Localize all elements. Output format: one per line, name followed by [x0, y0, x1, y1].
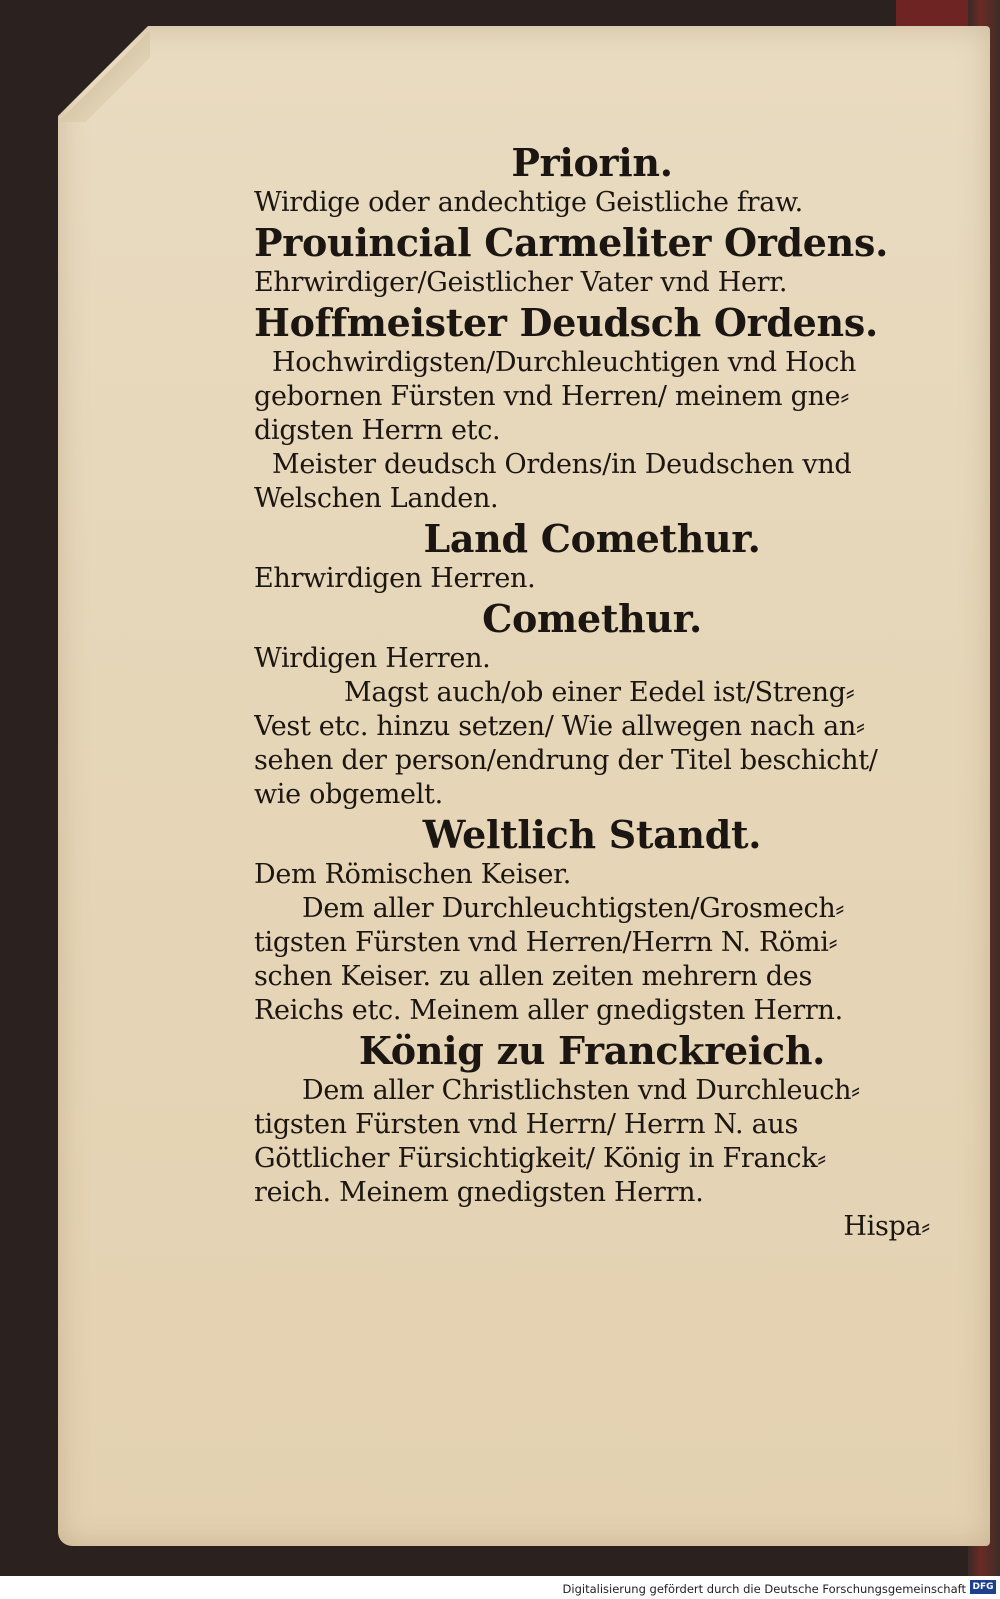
section-heading: Priorin.	[511, 140, 673, 185]
text-line: sehen der person/endrung der Titel beschicht/	[254, 745, 878, 776]
text-line: Wirdigen Herren.	[254, 643, 491, 674]
section-heading: Comethur.	[482, 596, 702, 641]
text-line: Wirdige oder andechtige Geistliche fraw.	[254, 187, 803, 218]
text-line: Reichs etc. Meinem aller gnedigsten Herrn.	[254, 995, 843, 1026]
text-line: tigsten Fürsten vnd Herrn/ Herrn N. aus	[254, 1109, 799, 1140]
text-line: reich. Meinem gnedigsten Herrn.	[254, 1177, 704, 1208]
text-line: Dem Römischen Keiser.	[254, 859, 572, 890]
section-heading: Land Comethur.	[423, 516, 761, 561]
section-heading: Prouincial Carmeliter Ordens.	[254, 220, 889, 265]
section-heading: Hoffmeister Deudsch Ordens.	[254, 300, 878, 345]
text-line: Göttlicher Fürsichtigkeit/ König in Franck⸗	[254, 1143, 826, 1174]
text-line: gebornen Fürsten vnd Herren/ meinem gne⸗	[254, 381, 850, 412]
page-text	[254, 140, 930, 1244]
dfg-logo: DFG	[970, 1580, 996, 1594]
text-line: Vest etc. hinzu setzen/ Wie allwegen nach an⸗	[254, 711, 865, 742]
text-line: Ehrwirdiger/Geistlicher Vater vnd Herr.	[254, 267, 788, 298]
text-line: Hispa⸗	[843, 1211, 930, 1242]
footer-credit: Digitalisierung gefördert durch die Deutsche Forschungsgemeinschaft	[562, 1582, 966, 1596]
section-heading: Weltlich Standt.	[422, 812, 762, 857]
text-line: Meister deudsch Ordens/in Deudschen vnd	[272, 449, 852, 480]
text-line: digsten Herrn etc.	[254, 415, 501, 446]
text-line: Hochwirdigsten/Durchleuchtigen vnd Hoch	[272, 347, 857, 378]
text-line: Magst auch/ob einer Eedel ist/Streng⸗	[344, 677, 855, 708]
text-line: schen Keiser. zu allen zeiten mehrern des	[254, 961, 813, 992]
text-line: Ehrwirdigen Herren.	[254, 563, 536, 594]
text-line: Welschen Landen.	[254, 483, 499, 514]
section-heading: König zu Franckreich.	[358, 1028, 826, 1073]
text-line: wie obgemelt.	[254, 779, 443, 810]
text-line: Dem aller Christlichsten vnd Durchleuch⸗	[302, 1075, 860, 1106]
footer-bar	[0, 1576, 1000, 1599]
text-line: Dem aller Durchleuchtigsten/Grosmech⸗	[302, 893, 845, 924]
text-line: tigsten Fürsten vnd Herren/Herrn N. Römi⸗	[254, 927, 838, 958]
